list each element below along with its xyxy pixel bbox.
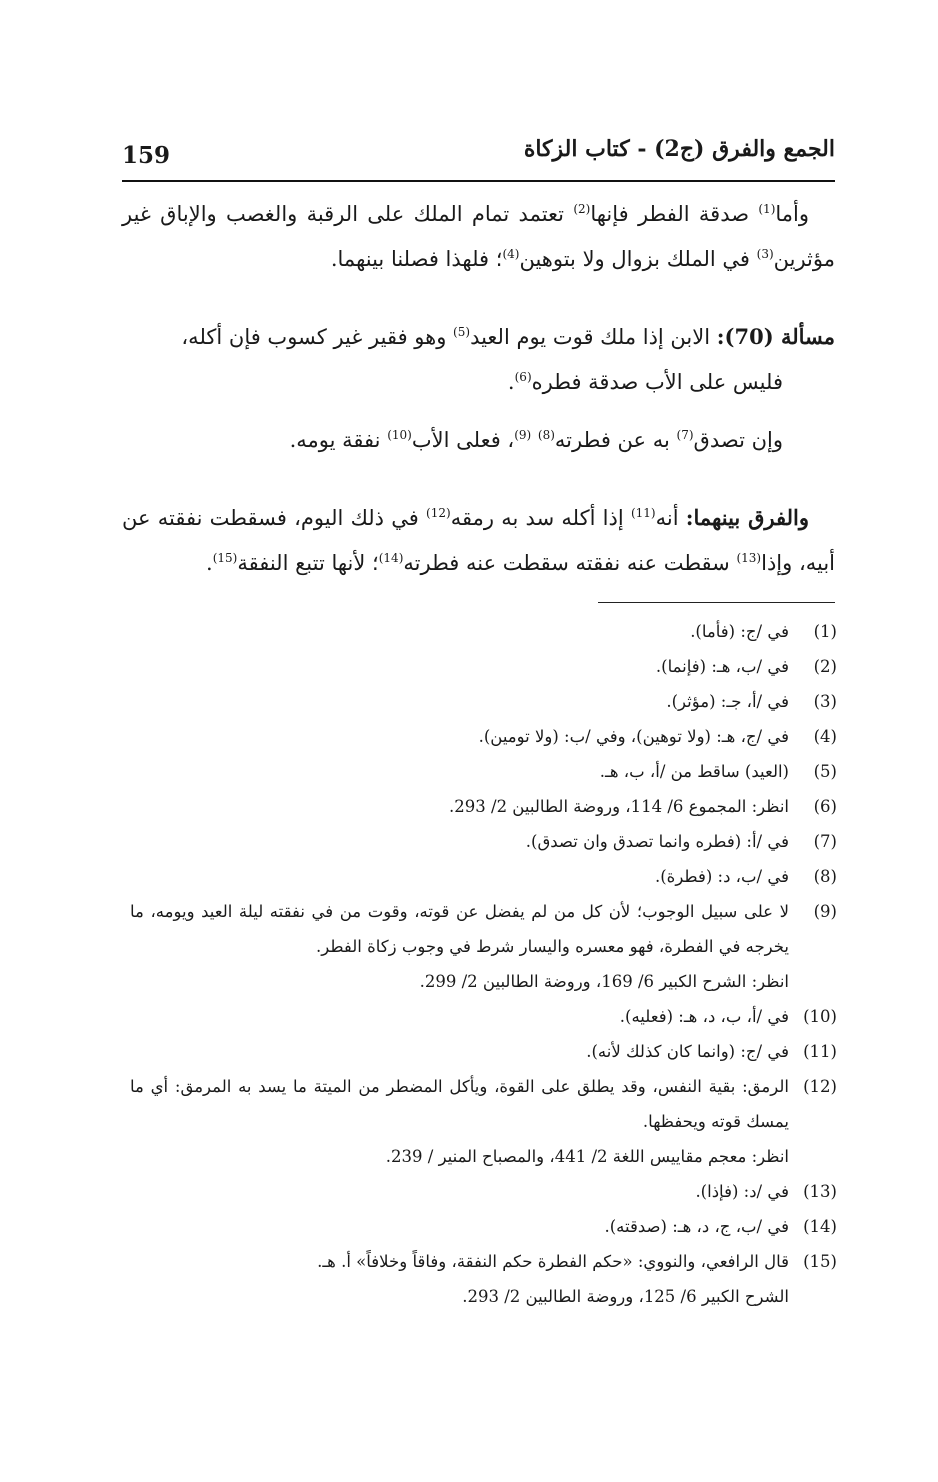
footnote-text: في /ج: (فأما). [690, 622, 789, 641]
footnote-number: (6) [813, 797, 837, 816]
paragraph-zakat-fitr: وأما$^{(1)}$ صدقة الفطر فإنها$^{(2)}$ تعتمد تمام الملك على الرقبة والغصب والإباق غير مؤثرين$^{(3)}$ في الملك بزوال ولا بتوهين$^{(4)}$؛ فلهذا فصلنا بينهما. [122, 202, 835, 271]
footnote-text: في /ب، هـ: (فإنما). [655, 657, 789, 676]
footnote-item [130, 894, 837, 999]
footnote-text: الرمق: بقية النفس، وقد يطلق على القوة، ويأكل المضطر من الميتة ما يسد به المرمق: أي ما يمسك قوته ويحفظها. [130, 1077, 789, 1131]
footnote-marker[interactable]: (7) [676, 428, 694, 442]
footnote-item [130, 1244, 837, 1314]
footnote-item [130, 614, 837, 649]
footnote-text: في /ج: (وانما كان كذلك لأنه). [586, 1042, 789, 1061]
footnote-marker[interactable]: (13) [736, 551, 762, 565]
footnote-number: (14) [803, 1217, 837, 1236]
footnote-number: (8) [813, 867, 837, 886]
footnote-number: (1) [813, 622, 837, 641]
footnote-text: في /أ: (فطره وانما تصدق وان تصدق). [525, 832, 789, 851]
footnote-reference: انظر: معجم مقاييس اللغة 2/ 441، والمصباح المنير / 239. [385, 1147, 789, 1166]
footnote-marker[interactable]: (11) [630, 506, 656, 520]
footnote-number: (2) [813, 657, 837, 676]
footnote-item [130, 754, 837, 789]
footnote-text: في /د: (فإذا). [695, 1182, 789, 1201]
footnote-text: في /ج، هـ: (ولا توهين)، وفي /ب: (ولا تومين). [478, 727, 789, 746]
footnote-marker[interactable]: (6) [514, 370, 532, 384]
footnote-number: (15) [803, 1252, 837, 1271]
paragraph-charity-case: وإن تصدق$^{(7)}$ به عن فطرته$^{(8)}$ $^{(9)}$، فعلى الأب$^{(10)}$ نفقة يومه. [289, 428, 783, 452]
footnote-item [130, 684, 837, 719]
footnote-item [130, 719, 837, 754]
footnote-item [130, 824, 837, 859]
footnote-text: لا على سبيل الوجوب؛ لأن كل من لم يفضل عن قوته، وقوت من في نفقته ليلة العيد ويومه، ما يخرجه في الفطرة، فهو معسره واليسار شرط في وجوب زكاة الفطر. [130, 902, 789, 956]
main-text [122, 192, 835, 586]
footnote-number: (13) [803, 1182, 837, 1201]
footnote-number: (10) [803, 1007, 837, 1026]
paragraph-difference: والفرق بينهما: أنه$^{(11)}$ إذا أكله سد به رمقه$^{(12)}$ في ذلك اليوم، فسقطت نفقته عن أبيه، وإذا$^{(13)}$ سقطت عنه نفقته سقطت عنه فطرته$^{(14)}$؛ لأنها تتبع النفقة$^{(15)}$. [122, 505, 835, 575]
footnote-item [130, 1069, 837, 1174]
footnote-item [130, 859, 837, 894]
footnote-number: (7) [813, 832, 837, 851]
footnote-text: في /ب، ج، د، هـ: (صدقته). [604, 1217, 789, 1236]
footnote-number: (4) [813, 727, 837, 746]
footnote-item [130, 1174, 837, 1209]
footnote-item [130, 649, 837, 684]
footnote-text: قال الرافعي، والنووي: «حكم الفطرة حكم النفقة، وفاقاً وخلافاً» أ. هـ. [317, 1252, 789, 1271]
footnote-number: (11) [803, 1042, 837, 1061]
footnote-marker[interactable]: (5) [453, 325, 471, 339]
footnote-item [130, 789, 837, 824]
footnote-item [130, 1209, 837, 1244]
footnote-number: (3) [813, 692, 837, 711]
footnote-text: (العيد) ساقط من /أ، ب، هـ. [599, 762, 789, 781]
footnote-marker[interactable]: (10) [387, 428, 412, 442]
footnote-marker[interactable]: (12) [426, 506, 451, 520]
footnote-marker[interactable]: (9) [514, 428, 532, 442]
footnote-marker[interactable]: (3) [756, 247, 774, 261]
footnote-marker[interactable]: (8) [537, 428, 555, 442]
footnote-separator [598, 602, 835, 603]
difference-label: والفرق بينهما: [685, 505, 810, 530]
page-header [122, 136, 835, 176]
footnote-text: في /ب، د: (فطرة). [655, 867, 789, 886]
issue-label: مسألة (70): [716, 324, 835, 349]
footnote-item [130, 1034, 837, 1069]
footnote-marker[interactable]: (15) [212, 551, 238, 565]
footnote-number: (9) [813, 902, 837, 921]
footnote-marker[interactable]: (14) [378, 551, 404, 565]
running-title: الجمع والفرق (ج2) - كتاب الزكاة [523, 136, 835, 162]
footnote-reference: انظر: الشرح الكبير 6/ 169، وروضة الطالبين 2/ 299. [419, 972, 789, 991]
footnote-number: (12) [803, 1077, 837, 1096]
header-rule [122, 180, 835, 182]
footnote-text: في /أ، جـ: (مؤثر). [666, 692, 789, 711]
paragraph-issue-70: مسألة (70): الابن إذا ملك قوت يوم العيد$^{(5)}$ وهو فقير غير كسوب فإن أكله، فليس على الأب صدقة فطره$^{(6)}$. [181, 324, 835, 394]
footnotes [130, 614, 837, 1314]
footnote-item [130, 999, 837, 1034]
footnote-text: انظر: المجموع 6/ 114، وروضة الطالبين 2/ 293. [449, 797, 789, 816]
footnote-marker[interactable]: (1) [758, 202, 776, 216]
footnote-reference: الشرح الكبير 6/ 125، وروضة الطالبين 2/ 293. [462, 1287, 789, 1306]
page-number: 159 [122, 142, 171, 169]
footnote-number: (5) [813, 762, 837, 781]
footnote-text: في /أ، ب، د، هـ: (فعليه). [619, 1007, 789, 1026]
footnote-marker[interactable]: (4) [502, 247, 520, 261]
footnote-marker[interactable]: (2) [573, 202, 591, 216]
